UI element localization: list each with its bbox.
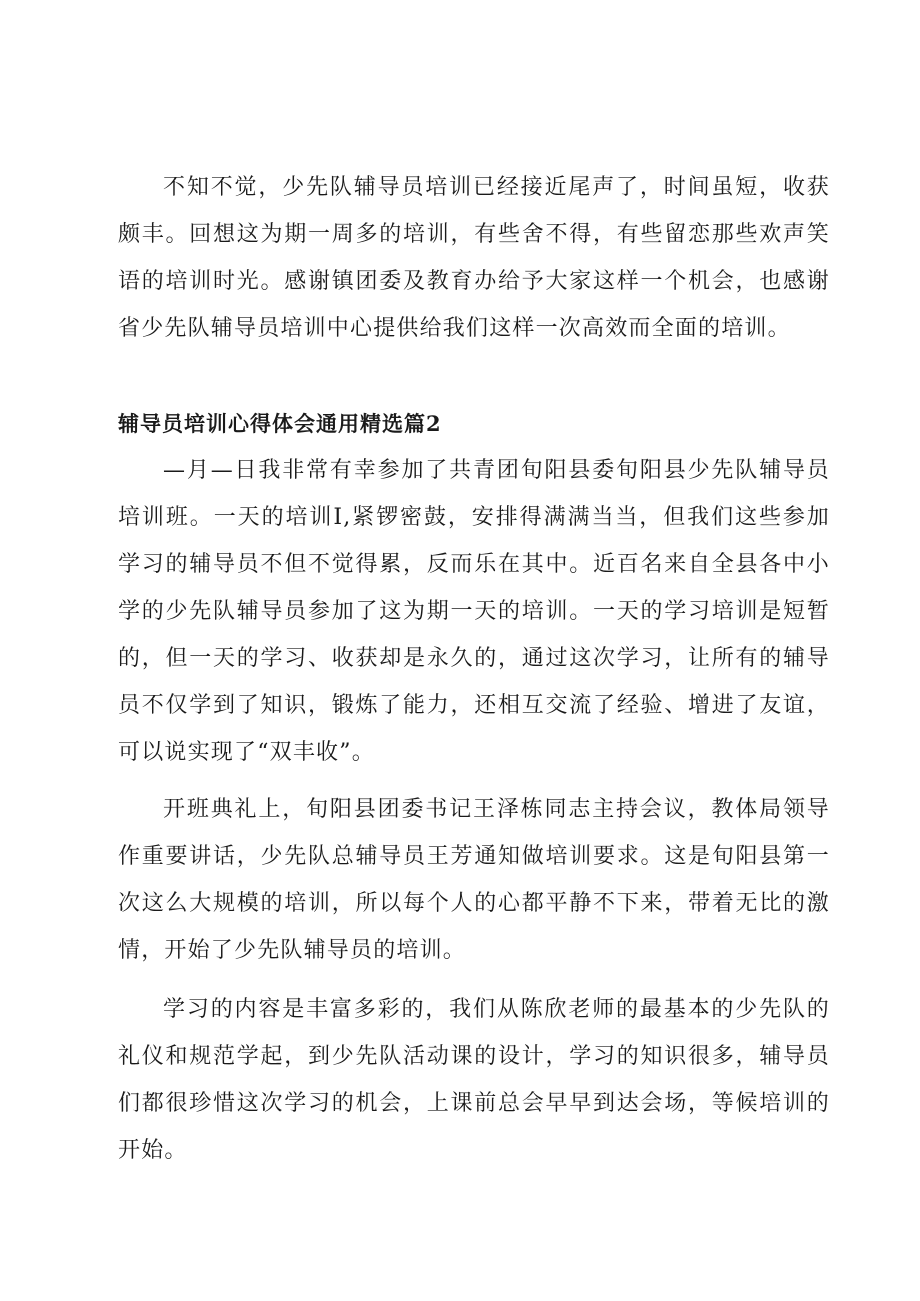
paragraph-learning-content: 学习的内容是丰富多彩的，我们从陈欣老师的最基本的少先队的礼仪和规范学起，到少先队活动课的设计，学习的知识很多，辅导员们都很珍惜这次学习的机会，上课前总会早早到达会场，等候培训的开始。 [118, 997, 830, 1163]
paragraph-intro: 不知不觉，少先队辅导员培训已经接近尾声了，时间虽短，收获颇丰。回想这为期一周多的培训，有些舍不得，有些留恋那些欢声笑语的培训时光。感谢镇团委及教育办给予大家这样一个机会，也感谢省少先队辅导员培训中心提供给我们这样一次高效而全面的培训。 [118, 175, 830, 341]
section-heading: 辅导员培训心得体会通用精选篇2 [118, 411, 442, 436]
paragraph-opening-ceremony: 开班典礼上，旬阳县团委书记王泽栋同志主持会议，教体局领导作重要讲话，少先队总辅导员王芳通知做培训要求。这是旬阳县第一次这么大规模的培训，所以每个人的心都平静不下来，带着无比的激情，开始了少先队辅导员的培训。 [118, 797, 830, 963]
paragraph-training-class: —月—日我非常有幸参加了共青团旬阳县委旬阳县少先队辅导员培训班。一天的培训I,紧锣密鼓，安排得满满当当，但我们这些参加学习的辅导员不但不觉得累，反而乐在其中。近百名来自全县各中小学的少先队辅导员参加了这为期一天的培训。一天的学习培训是短暂的，但一天的学习、收获却是永久的，通过这次学习，让所有的辅导员不仅学到了知识，锻炼了能力，还相互交流了经验、增进了友谊，可以说实现了“双丰收”。 [118, 458, 830, 765]
